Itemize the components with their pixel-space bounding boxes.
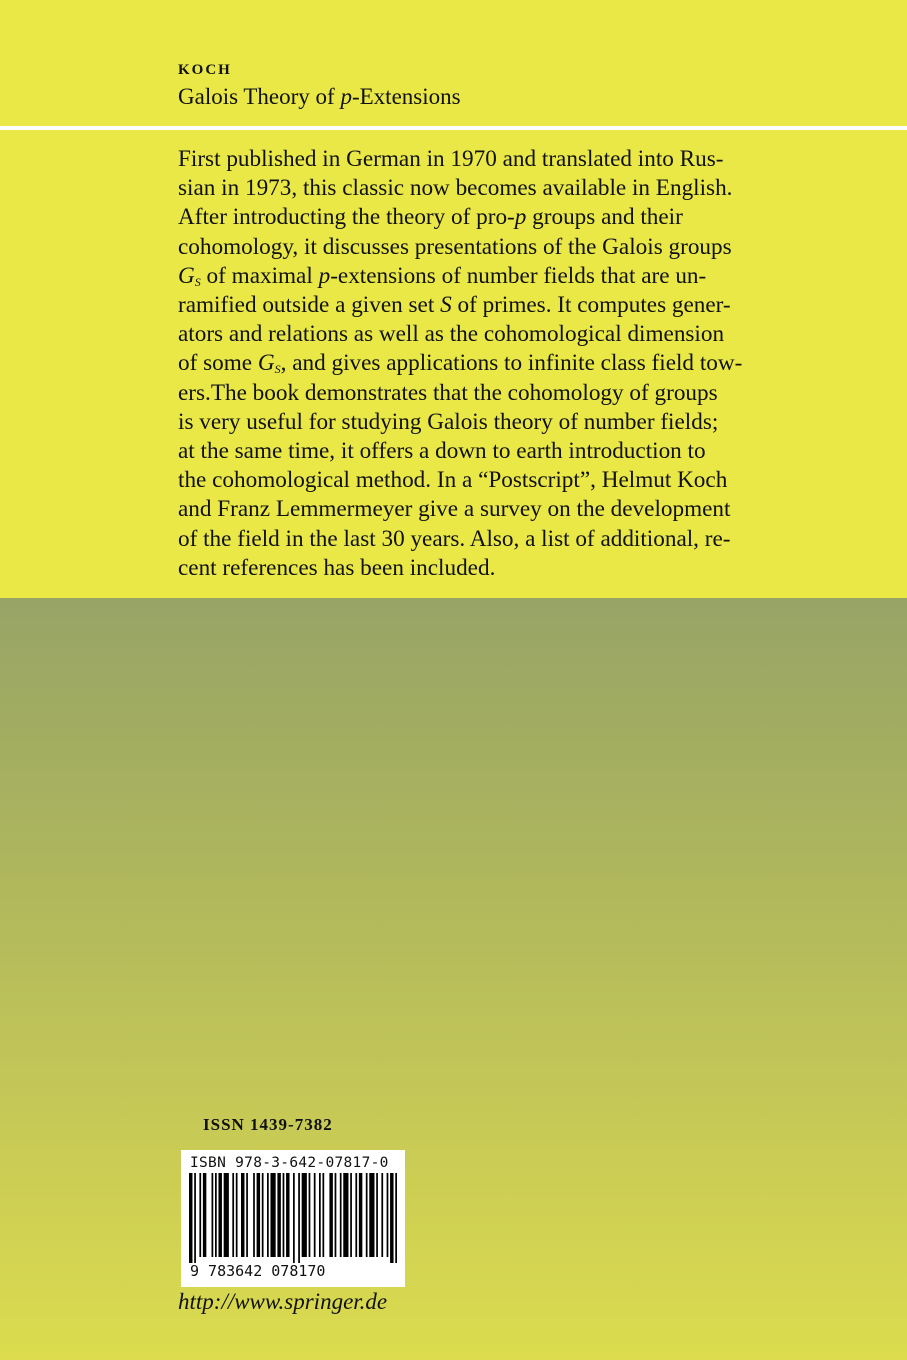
barcode-bar xyxy=(366,1173,368,1257)
barcode-bar xyxy=(298,1173,300,1263)
description-line: and Franz Lemmermeyer give a survey on the development xyxy=(178,496,731,523)
barcode-bar xyxy=(199,1173,201,1257)
barcode-bar xyxy=(319,1173,321,1257)
text-run: of maximal xyxy=(200,262,319,289)
description-line xyxy=(178,203,743,232)
barcode-bar xyxy=(224,1173,229,1257)
barcode-digits: 9 783642 078170 xyxy=(190,1262,326,1280)
description-line xyxy=(178,262,743,291)
barcode-bar xyxy=(189,1173,192,1263)
barcode-bar xyxy=(322,1173,324,1257)
description-line: First published in German in 1970 and translated into Rus- xyxy=(178,146,724,172)
barcode-bar xyxy=(369,1173,374,1257)
barcode-bar xyxy=(253,1173,255,1257)
italic-p: p xyxy=(318,262,331,289)
barcode-bar xyxy=(232,1173,234,1257)
barcode-bar xyxy=(309,1173,311,1257)
author-name: KOCH xyxy=(178,62,232,78)
barcode-bar xyxy=(381,1173,383,1257)
barcode-bar xyxy=(343,1173,348,1257)
description-line: the cohomological method. In a “Postscript”, Helmut Koch xyxy=(178,467,728,494)
book-title xyxy=(178,84,461,110)
barcode-bar xyxy=(246,1173,248,1257)
barcode-bar xyxy=(277,1173,280,1257)
publisher-url: http://www.springer.de xyxy=(178,1289,388,1314)
description-line xyxy=(178,291,743,320)
barcode-bar xyxy=(236,1173,238,1257)
barcode-bar xyxy=(376,1173,378,1257)
book-description xyxy=(178,145,743,583)
text-run: -extensions of number fields that are un- xyxy=(330,262,707,289)
barcode-bar xyxy=(212,1173,214,1257)
description-line: ators and relations as well as the cohomological dimension xyxy=(178,321,725,348)
italic-g: G xyxy=(178,262,195,289)
text-run: After introducting the theory of pro- xyxy=(178,204,515,231)
barcode-bar xyxy=(355,1173,357,1257)
barcode-bar xyxy=(293,1173,295,1263)
barcode-bar xyxy=(335,1173,337,1257)
description-line: is very useful for studying Galois theory of number fields; xyxy=(178,408,719,435)
issn-number: ISSN 1439-7382 xyxy=(203,1115,333,1134)
barcode-bar xyxy=(350,1173,352,1257)
barcode-bar xyxy=(194,1173,196,1263)
description-line: cent references has been included. xyxy=(178,554,496,581)
description-line xyxy=(178,349,743,378)
barcode-bar xyxy=(283,1173,285,1257)
description-line: sian in 1973, this classic now becomes available in English. xyxy=(178,175,733,202)
barcode-bar xyxy=(203,1173,206,1257)
barcode-bar xyxy=(314,1173,316,1257)
title-part-2: -Extensions xyxy=(351,84,461,109)
description-line: of the field in the last 30 years. Also, a list of additional, re- xyxy=(178,525,731,552)
barcode-bar xyxy=(215,1173,217,1257)
text-run: of primes. It computes gener- xyxy=(451,292,731,319)
subscript-s: S xyxy=(274,362,281,377)
barcode-bar xyxy=(340,1173,342,1257)
barcode-bar xyxy=(270,1173,275,1257)
barcode-bar xyxy=(387,1173,389,1257)
description-line: ers.The book demonstrates that the cohomology of groups xyxy=(178,379,718,406)
text-run: groups and their xyxy=(526,204,683,231)
title-divider xyxy=(0,126,907,130)
barcode-bar xyxy=(390,1173,393,1263)
barcode-graphic xyxy=(189,1173,397,1263)
barcode-bar xyxy=(302,1173,307,1257)
text-run: ramified outside a given set xyxy=(178,292,441,319)
barcode-bar xyxy=(329,1173,332,1257)
description-line: at the same time, it offers a down to earth introduction to xyxy=(178,438,706,465)
italic-g: G xyxy=(257,350,275,377)
subscript-s: S xyxy=(194,274,201,289)
title-part-1: Galois Theory of xyxy=(178,84,341,109)
italic-s: S xyxy=(440,292,452,319)
barcode-bar xyxy=(241,1173,244,1257)
text-run: , and gives applications to infinite class field tow- xyxy=(280,350,743,377)
barcode-bar xyxy=(359,1173,362,1257)
description-line: cohomology, it discusses presentations of the Galois groups xyxy=(178,233,732,260)
cover-bottom-panel xyxy=(0,598,907,1360)
barcode-bar xyxy=(262,1173,264,1257)
title-italic-p: p xyxy=(340,84,352,109)
italic-p: p xyxy=(514,204,527,231)
barcode-bar xyxy=(286,1173,289,1257)
isbn-label: ISBN 978-3-642-07817-0 xyxy=(190,1155,389,1171)
barcode-bar xyxy=(267,1173,269,1257)
barcode-bar xyxy=(257,1173,260,1257)
text-run: of some xyxy=(178,350,258,377)
barcode-bar xyxy=(395,1173,397,1263)
barcode-bar xyxy=(218,1173,221,1257)
